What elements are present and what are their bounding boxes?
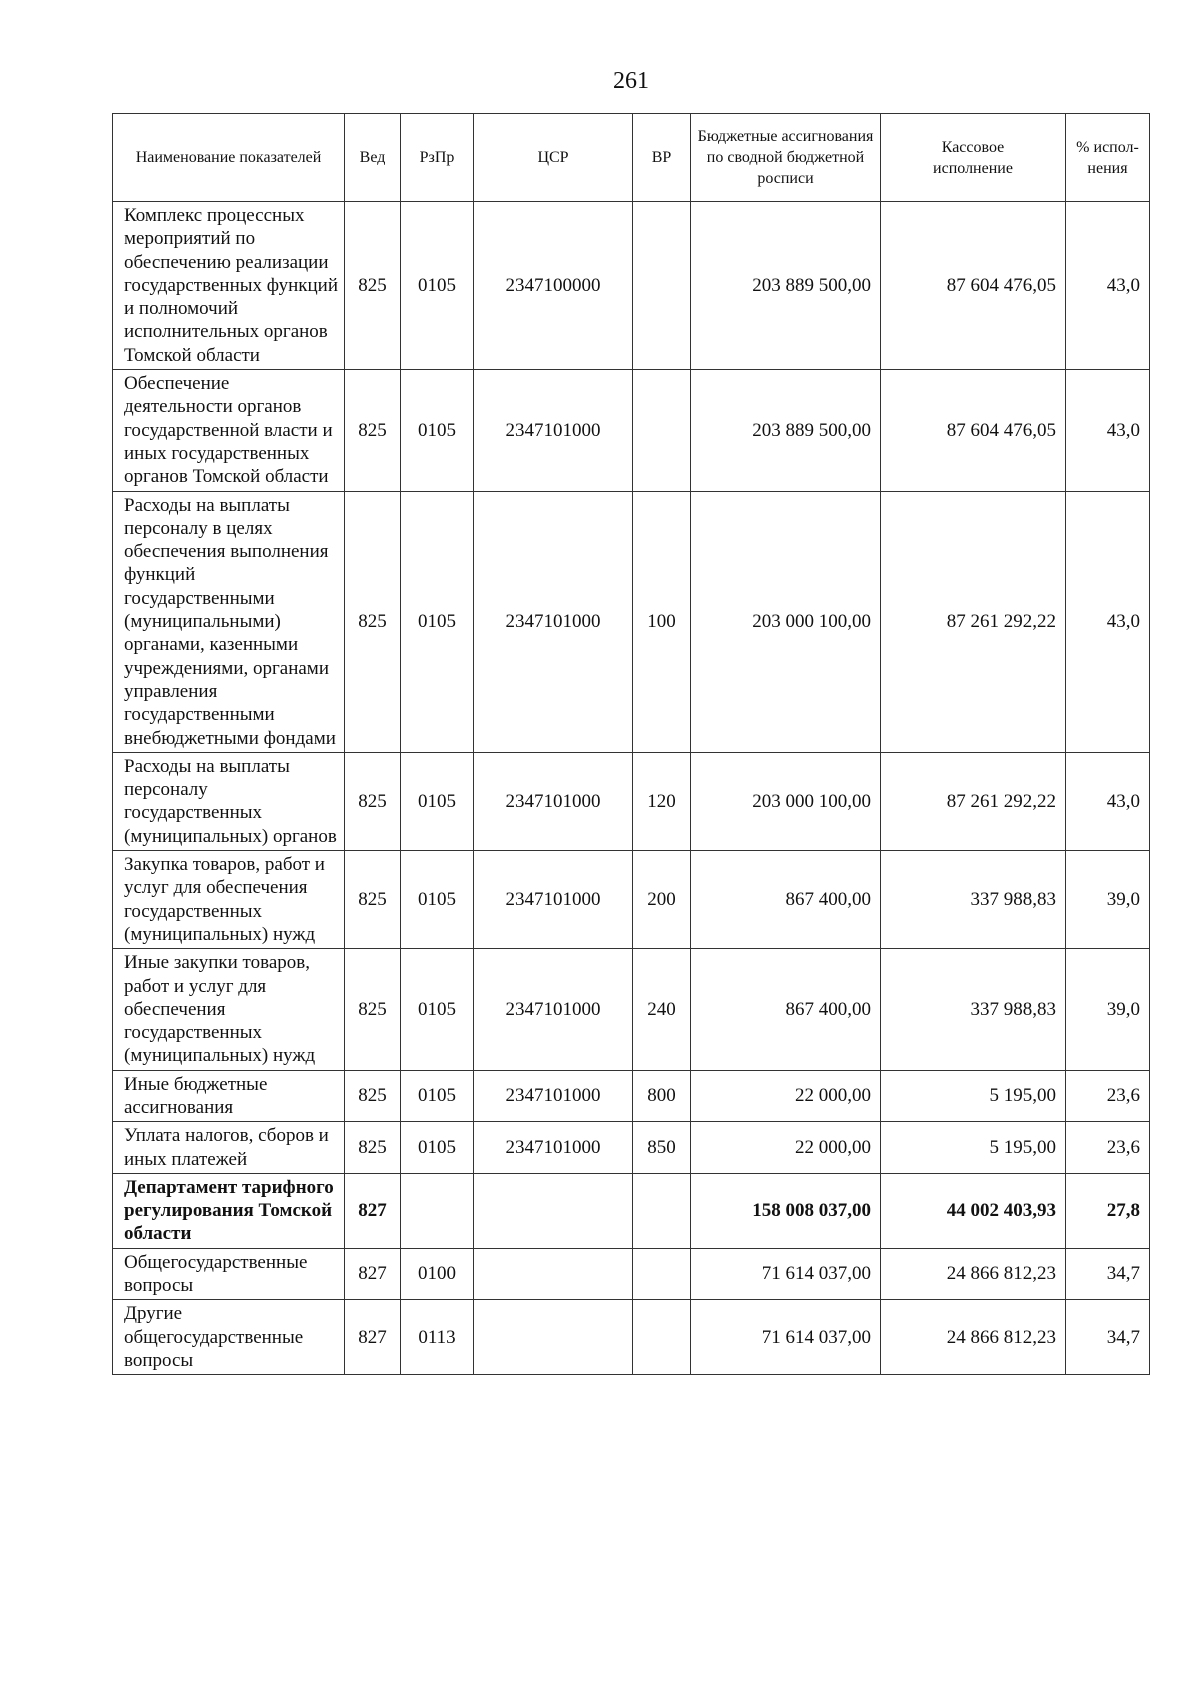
row-percent: 23,6: [1066, 1070, 1150, 1122]
row-rzpr: [401, 1173, 474, 1248]
row-csr: 2347101000: [474, 491, 633, 752]
row-name: Общегосударственные вопросы: [113, 1248, 345, 1300]
row-vr: 800: [633, 1070, 691, 1122]
row-name: Расходы на выплаты персоналу государственных (муниципальных) органов: [113, 752, 345, 850]
row-cash: 24 866 812,23: [881, 1248, 1066, 1300]
header-cash: Кассовое исполнение: [881, 114, 1066, 202]
row-vr: [633, 1300, 691, 1375]
row-rzpr: 0105: [401, 202, 474, 370]
row-name: Другие общегосударственные вопросы: [113, 1300, 345, 1375]
row-rzpr: 0105: [401, 851, 474, 949]
row-budget: 203 000 100,00: [691, 752, 881, 850]
row-budget: 203 000 100,00: [691, 491, 881, 752]
row-vr: 240: [633, 949, 691, 1070]
budget-table: [112, 113, 1150, 1375]
row-name: Уплата налогов, сборов и иных платежей: [113, 1122, 345, 1174]
row-percent: 43,0: [1066, 202, 1150, 370]
header-name: Наименование показателей: [113, 114, 345, 202]
page-number: 261: [613, 68, 649, 94]
row-csr: 2347101000: [474, 1070, 633, 1122]
row-budget: 158 008 037,00: [691, 1173, 881, 1248]
row-rzpr: 0105: [401, 370, 474, 491]
row-ved: 825: [345, 851, 401, 949]
row-percent: 43,0: [1066, 752, 1150, 850]
row-csr: [474, 1248, 633, 1300]
row-budget: 867 400,00: [691, 949, 881, 1070]
row-percent: 34,7: [1066, 1248, 1150, 1300]
row-cash: 87 261 292,22: [881, 491, 1066, 752]
row-vr: 100: [633, 491, 691, 752]
row-ved: 825: [345, 370, 401, 491]
row-ved: 825: [345, 752, 401, 850]
header-budget: Бюджетные ассигнования по сводной бюджетной росписи: [691, 114, 881, 202]
table-row: [113, 851, 1150, 949]
row-budget: 22 000,00: [691, 1122, 881, 1174]
row-ved: 825: [345, 949, 401, 1070]
row-vr: 120: [633, 752, 691, 850]
row-rzpr: 0105: [401, 949, 474, 1070]
row-csr: 2347100000: [474, 202, 633, 370]
row-cash: 87 261 292,22: [881, 752, 1066, 850]
row-csr: 2347101000: [474, 949, 633, 1070]
row-percent: 23,6: [1066, 1122, 1150, 1174]
row-cash: 5 195,00: [881, 1122, 1066, 1174]
header-vr: ВР: [633, 114, 691, 202]
row-name: Обеспечение деятельности органов государственной власти и иных государственных органов Томской области: [113, 370, 345, 491]
row-budget: 22 000,00: [691, 1070, 881, 1122]
row-csr: 2347101000: [474, 851, 633, 949]
table-row: [113, 752, 1150, 850]
row-percent: 43,0: [1066, 370, 1150, 491]
table-row: [113, 370, 1150, 491]
row-rzpr: 0105: [401, 752, 474, 850]
row-budget: 203 889 500,00: [691, 202, 881, 370]
row-name: Департамент тарифного регулирования Томской области: [113, 1173, 345, 1248]
row-vr: [633, 202, 691, 370]
row-ved: 825: [345, 202, 401, 370]
row-csr: 2347101000: [474, 370, 633, 491]
row-vr: [633, 1173, 691, 1248]
row-csr: [474, 1173, 633, 1248]
row-budget: 71 614 037,00: [691, 1248, 881, 1300]
table-row: [113, 1122, 1150, 1174]
row-name: Расходы на выплаты персоналу в целях обеспечения выполнения функций государственными (муниципальными) органами, казенными учреждениями, органами управления государственными внебюджетными фондами: [113, 491, 345, 752]
row-ved: 827: [345, 1173, 401, 1248]
row-cash: 337 988,83: [881, 949, 1066, 1070]
row-ved: 827: [345, 1300, 401, 1375]
table-row-department-total: [113, 1173, 1150, 1248]
table-row: [113, 202, 1150, 370]
header-rzpr: РзПр: [401, 114, 474, 202]
row-csr: [474, 1300, 633, 1375]
row-name: Комплекс процессных мероприятий по обеспечению реализации государственных функций и полномочий исполнительных органов Томской области: [113, 202, 345, 370]
row-percent: 39,0: [1066, 949, 1150, 1070]
row-vr: 850: [633, 1122, 691, 1174]
row-vr: 200: [633, 851, 691, 949]
header-csr: ЦСР: [474, 114, 633, 202]
row-ved: 825: [345, 1122, 401, 1174]
row-rzpr: 0113: [401, 1300, 474, 1375]
row-cash: 87 604 476,05: [881, 370, 1066, 491]
row-rzpr: 0105: [401, 491, 474, 752]
row-name: Закупка товаров, работ и услуг для обеспечения государственных (муниципальных) нужд: [113, 851, 345, 949]
table-row: [113, 1248, 1150, 1300]
row-percent: 34,7: [1066, 1300, 1150, 1375]
header-percent: % испол-нения: [1066, 114, 1150, 202]
header-ved: Вед: [345, 114, 401, 202]
row-rzpr: 0105: [401, 1122, 474, 1174]
row-percent: 27,8: [1066, 1173, 1150, 1248]
row-vr: [633, 370, 691, 491]
row-csr: 2347101000: [474, 752, 633, 850]
row-cash: 44 002 403,93: [881, 1173, 1066, 1248]
row-rzpr: 0105: [401, 1070, 474, 1122]
row-budget: 203 889 500,00: [691, 370, 881, 491]
row-cash: 337 988,83: [881, 851, 1066, 949]
table-header-row: [113, 114, 1150, 202]
row-ved: 827: [345, 1248, 401, 1300]
table-row: [113, 491, 1150, 752]
table-row: [113, 1070, 1150, 1122]
row-ved: 825: [345, 491, 401, 752]
row-ved: 825: [345, 1070, 401, 1122]
table-row: [113, 949, 1150, 1070]
row-budget: 867 400,00: [691, 851, 881, 949]
row-name: Иные бюджетные ассигнования: [113, 1070, 345, 1122]
table-row: [113, 1300, 1150, 1375]
row-percent: 39,0: [1066, 851, 1150, 949]
row-cash: 87 604 476,05: [881, 202, 1066, 370]
row-rzpr: 0100: [401, 1248, 474, 1300]
row-vr: [633, 1248, 691, 1300]
row-csr: 2347101000: [474, 1122, 633, 1174]
row-percent: 43,0: [1066, 491, 1150, 752]
row-budget: 71 614 037,00: [691, 1300, 881, 1375]
row-name: Иные закупки товаров, работ и услуг для обеспечения государственных (муниципальных) нужд: [113, 949, 345, 1070]
row-cash: 5 195,00: [881, 1070, 1066, 1122]
row-cash: 24 866 812,23: [881, 1300, 1066, 1375]
